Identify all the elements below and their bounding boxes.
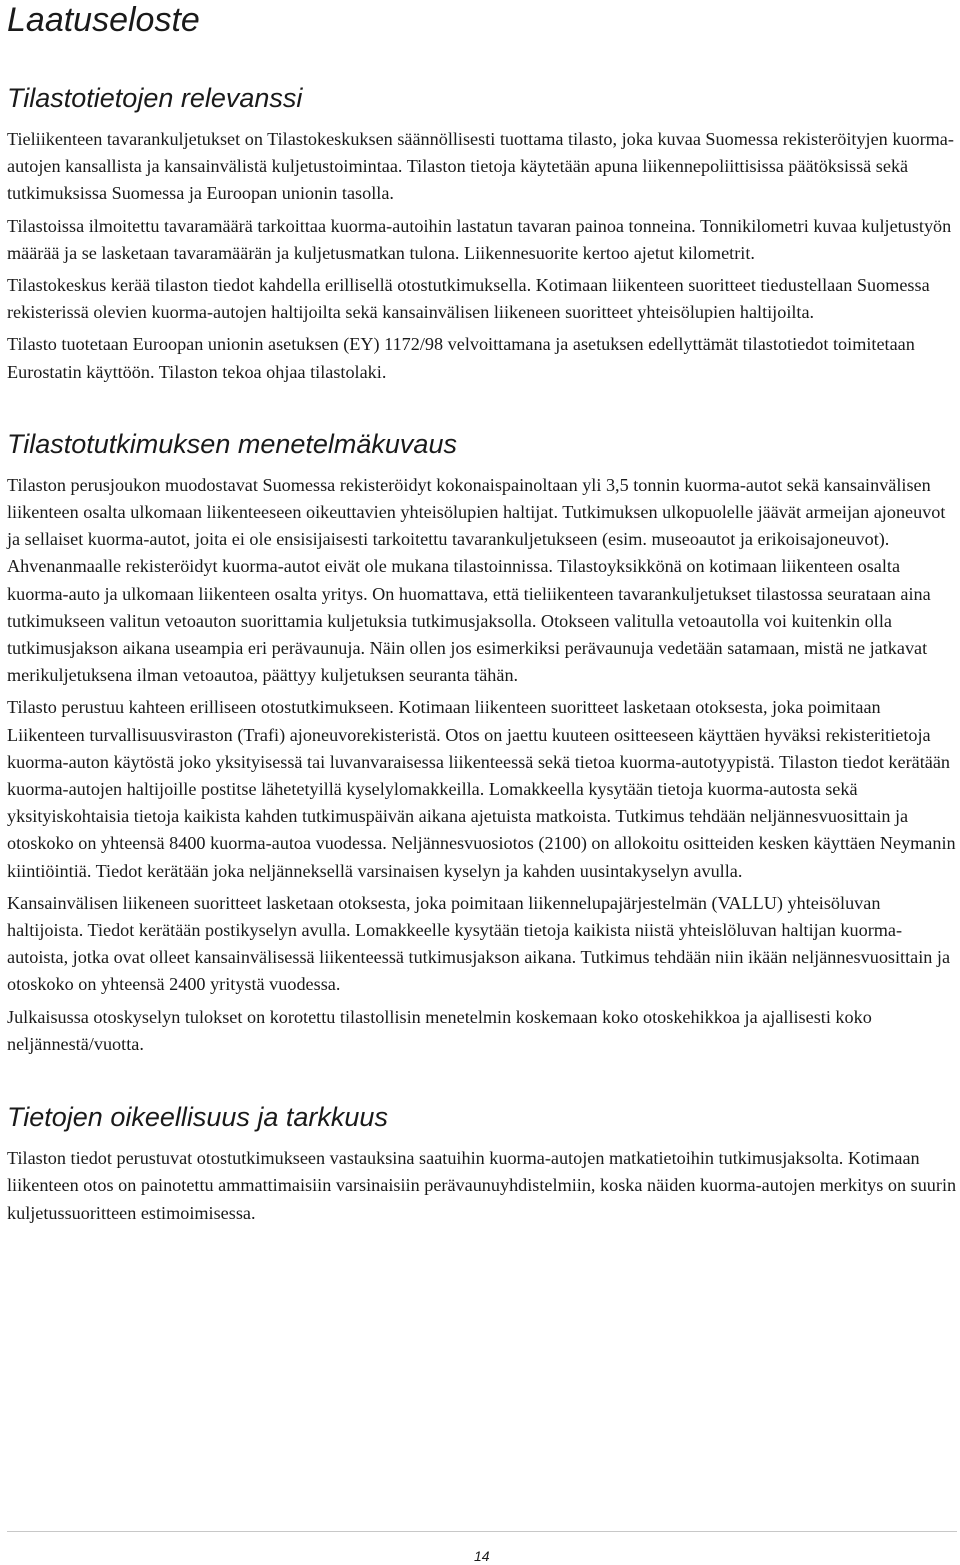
section-heading-methodology: Tilastotutkimuksen menetelmäkuvaus	[7, 428, 457, 459]
document-page	[7, 0, 957, 1227]
section-heading-relevance: Tilastotietojen relevanssi	[7, 83, 303, 113]
section-methodology	[7, 428, 957, 1058]
page-number: 14	[474, 1548, 490, 1564]
paragraph: Tieliikenteen tavarankuljetukset on Tilastokeskuksen säännöllisesti tuottama tilasto, joka kuvaa Suomessa rekisteröityjen kuorma-autojen kansallista ja kansainvälistä kuljetustoimintaa. Tilaston tietoja käytetään apuna liikennepoliittisissa päätöksissä sekä tutkimuksissa Suomessa ja Euroopan unionin tasolla.	[7, 129, 954, 204]
section-heading-accuracy: Tietojen oikeellisuus ja tarkkuus	[7, 1102, 388, 1133]
paragraph: Tilaston tiedot perustuvat otostutkimukseen vastauksina saatuihin kuorma-autojen matkatietoihin tutkimusjaksolta. Kotimaan liikenteen otos on painotettu ammattimaisiin varsinaisiin perävaunuyhdistelmiin, koska näiden kuorma-autojen merkitys on suurin kuljetussuoritteen estimoimisessa.	[7, 1148, 957, 1223]
paragraph: Tilaston perusjoukon muodostavat Suomessa rekisteröidyt kokonaispainoltaan yli 3,5 tonnin kuorma-autot sekä kansainvälisen liikenteen osalta ulkomaan liikenteeseen oikeuttavien yhteisölupien haltijat. Tutkimuksen ulkopuolelle jäävät armeijan ajoneuvot ja sellaiset kuorma-autot, joita ei ole ensisijaisesti tarkoitettu tavarankuljetukseen (esim. museoautot ja erikoisajoneuvot). Ahvenanmaalle rekisteröidyt kuorma-autot eivät ole mukana tilastoinnissa. Tilastoyksikkönä on kotimaan liikenteen osalta kuorma-auto ja ulkomaan liikenteen osalta yritys. On huomattava, että tieliikenteen tavarankuljetukset tilastossa seurataan aina tutkimukseen valitun vetoauton suorittamia kuljetuksia tutkimusjaksolla. Otokseen valitulla vetoautolla voi kuitenkin olla tutkimusjakson aikana useampia eri perävaunuja. Näin ollen jos esimerkiksi perävaunuja vedetään satamaan, mistä ne jatkavat merikuljetuksena ilman vetoautoa, päättyy kuljetuksen seuranta tähän.	[7, 474, 946, 686]
paragraph: Tilasto perustuu kahteen erilliseen otostutkimukseen. Kotimaan liikenteen suoritteet lasketaan otoksesta, joka poimitaan Liikenteen turvallisuusviraston (Trafi) ajoneuvorekisteristä. Otos on jaettu kuuteen ositteeseen käyttäen hyväksi rekisteritietoja kuorma-auton käytöstä joko yksityisessä tai luvanvaraisessa liikenteessä sekä tietoa kuorma-autotyypistä. Tilaston tiedot kerätään kuorma-autojen haltijoille postitse lähetetyillä kyselylomakkeilla. Lomakkeella kysytään tietoja kuorma-autosta sekä yksityiskohtaisia tietoja kaikista kahden tutkimuspäivän aikana ajetuista matkoista. Tutkimus tehdään neljännesvuosittain ja otoskoko on yhteensä 8400 kuorma-autoa vuodessa. Neljännesvuosiotos (2100) on allokoitu ositteiden kesken käyttäen Neymanin kiintiöintiä. Tiedot kerätään joka neljänneksellä varsinaisen kyselyn ja kahden uusintakyselyn avulla.	[7, 697, 956, 881]
section-relevance	[7, 82, 957, 386]
paragraph: Tilastoissa ilmoitettu tavaramäärä tarkoittaa kuorma-autoihin lastatun tavaran painoa tonneina. Tonnikilometri kuvaa kuljetustyön määrää ja se lasketaan tavaramäärän ja kuljetusmatkan tulona. Liikennesuorite kertoo ajetut kilometrit.	[7, 215, 952, 263]
document-title: Laatuseloste	[7, 1, 200, 39]
paragraph: Tilastokeskus kerää tilaston tiedot kahdella erillisellä otostutkimuksella. Kotimaan liikenteen suoritteet tiedustellaan Suomessa rekisterissä olevien kuorma-autojen haltijoilta sekä kansainvälisen liikeneen suoritteet yhteisölupien haltijoilta.	[7, 275, 930, 323]
paragraph: Tilasto tuotetaan Euroopan unionin asetuksen (EY) 1172/98 velvoittamana ja asetuksen edellyttämät tilastotiedot toimitetaan Eurostatin käyttöön. Tilaston tekoa ohjaa tilastolaki.	[7, 334, 915, 382]
section-accuracy	[7, 1101, 957, 1227]
footer-divider	[7, 1531, 957, 1532]
paragraph: Julkaisussa otoskyselyn tulokset on korotettu tilastollisin menetelmin koskemaan koko otoskehikkoa ja ajallisesti koko neljännestä/vuotta.	[7, 1006, 872, 1054]
paragraph: Kansainvälisen liikeneen suoritteet lasketaan otoksesta, joka poimitaan liikennelupajärjestelmän (VALLU) yhteisöluvan haltijoista. Tiedot kerätään postikyselyn avulla. Lomakkeelle kysytään tietoja kaikista niistä yhteislöluvan haltijan kuorma-autoista, jotka ovat olleet kansainvälisessä liikenteessä tutkimusjakson aikana. Tutkimus tehdään niin ikään neljännesvuosittain ja otoskoko on yhteensä 2400 yritystä vuodessa.	[7, 892, 951, 995]
